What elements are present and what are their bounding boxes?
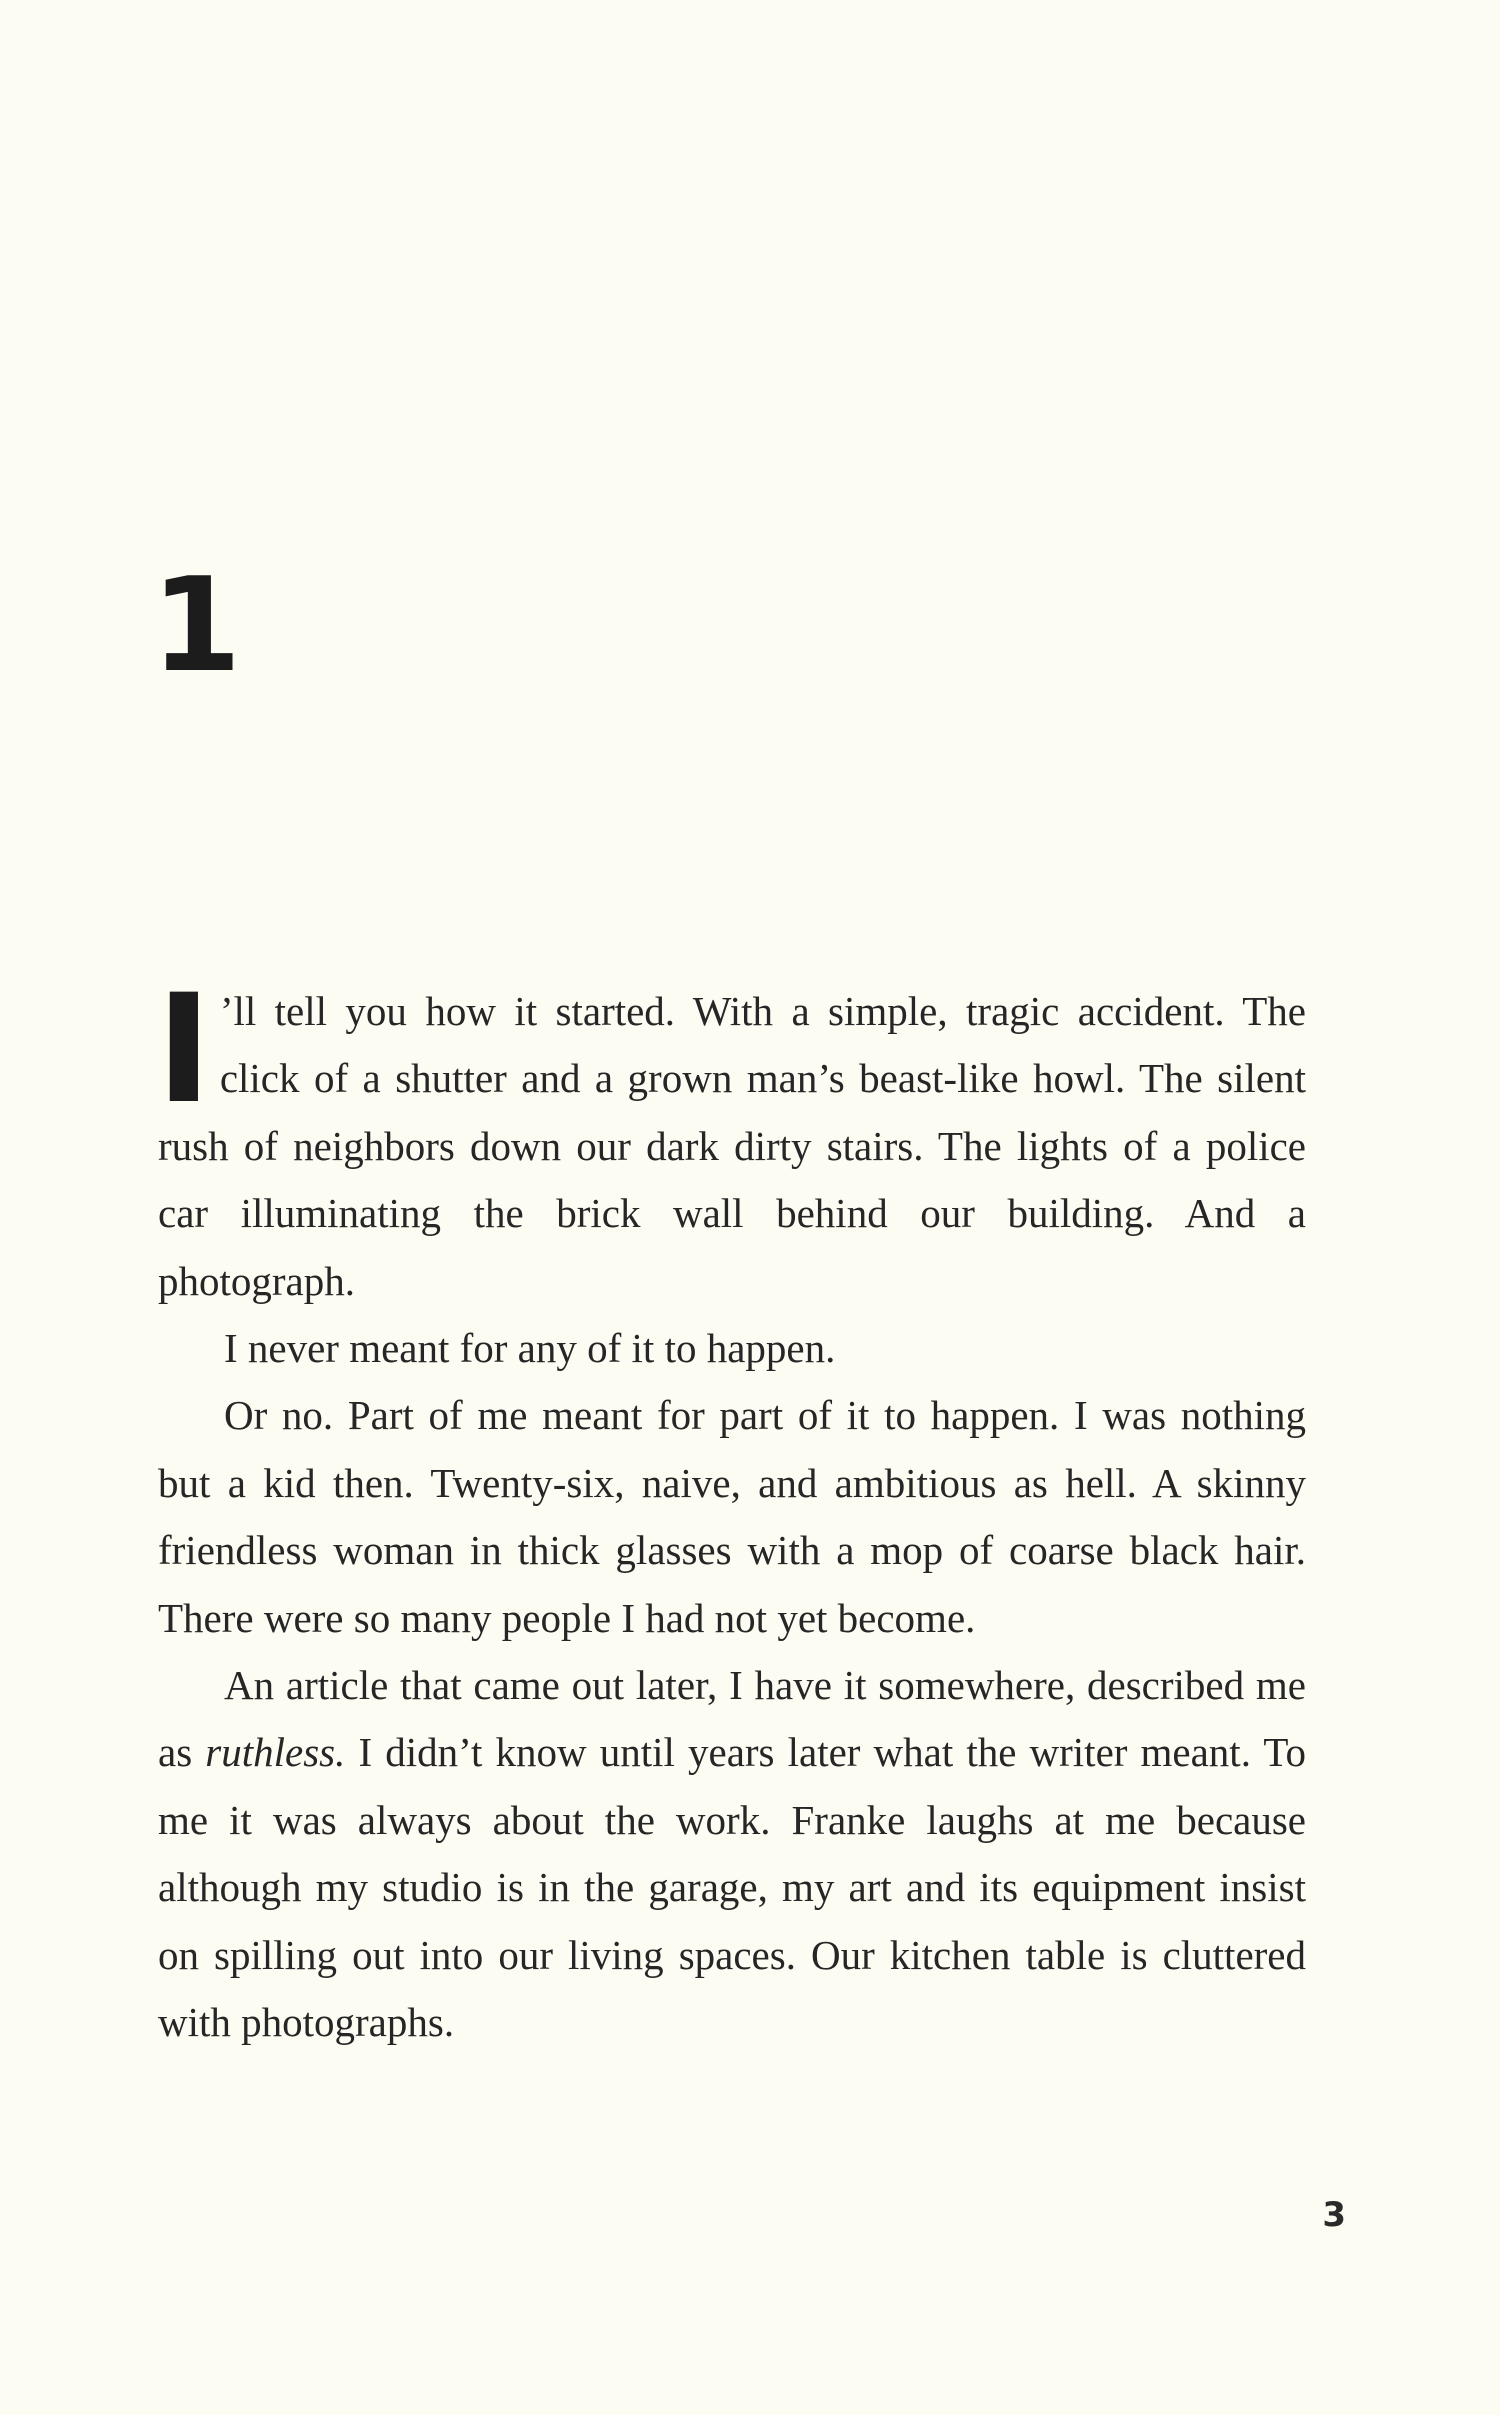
paragraph-1 — [156, 963, 1306, 1315]
emphasis-ruthless: ruthless. — [205, 1729, 346, 1776]
paragraph-2: I never meant for any of it to happen. — [224, 1325, 836, 1372]
paragraph-4-text-start: An article that came out later, I have it somewhere, described me as — [158, 1662, 1306, 1776]
paragraph-1-text: ’ll tell you how it started. With a simple, tragic accident. The click of a shutter and a grown man’s beast-like howl. The silent rush of neighbors down our dark dirty stairs. The lights of a police car illuminating the brick wall behind our building. And a photograph. — [158, 988, 1306, 1304]
drop-cap: I — [156, 963, 212, 1137]
paragraph-4-text-end: I didn’t know until years later what the writer meant. To me it was always about the work. Franke laughs at me because although my studio is in the garage, my art and its equipment insist on spilling out into our living spaces. Our kitchen table is cluttered with photographs. — [158, 1729, 1306, 2046]
chapter-number: 1 — [151, 549, 242, 701]
paragraph-4 — [158, 1652, 1306, 2056]
body-text — [156, 963, 1306, 2057]
page-number: 3 — [1322, 2195, 1346, 2235]
paragraph-3: Or no. Part of me meant for part of it to happen. I was nothing but a kid then. Twenty-six, naive, and ambitious as hell. A skinny friendless woman in thick glasses with a mop of coarse black hair. There were so many people I had not yet become. — [158, 1392, 1306, 1641]
